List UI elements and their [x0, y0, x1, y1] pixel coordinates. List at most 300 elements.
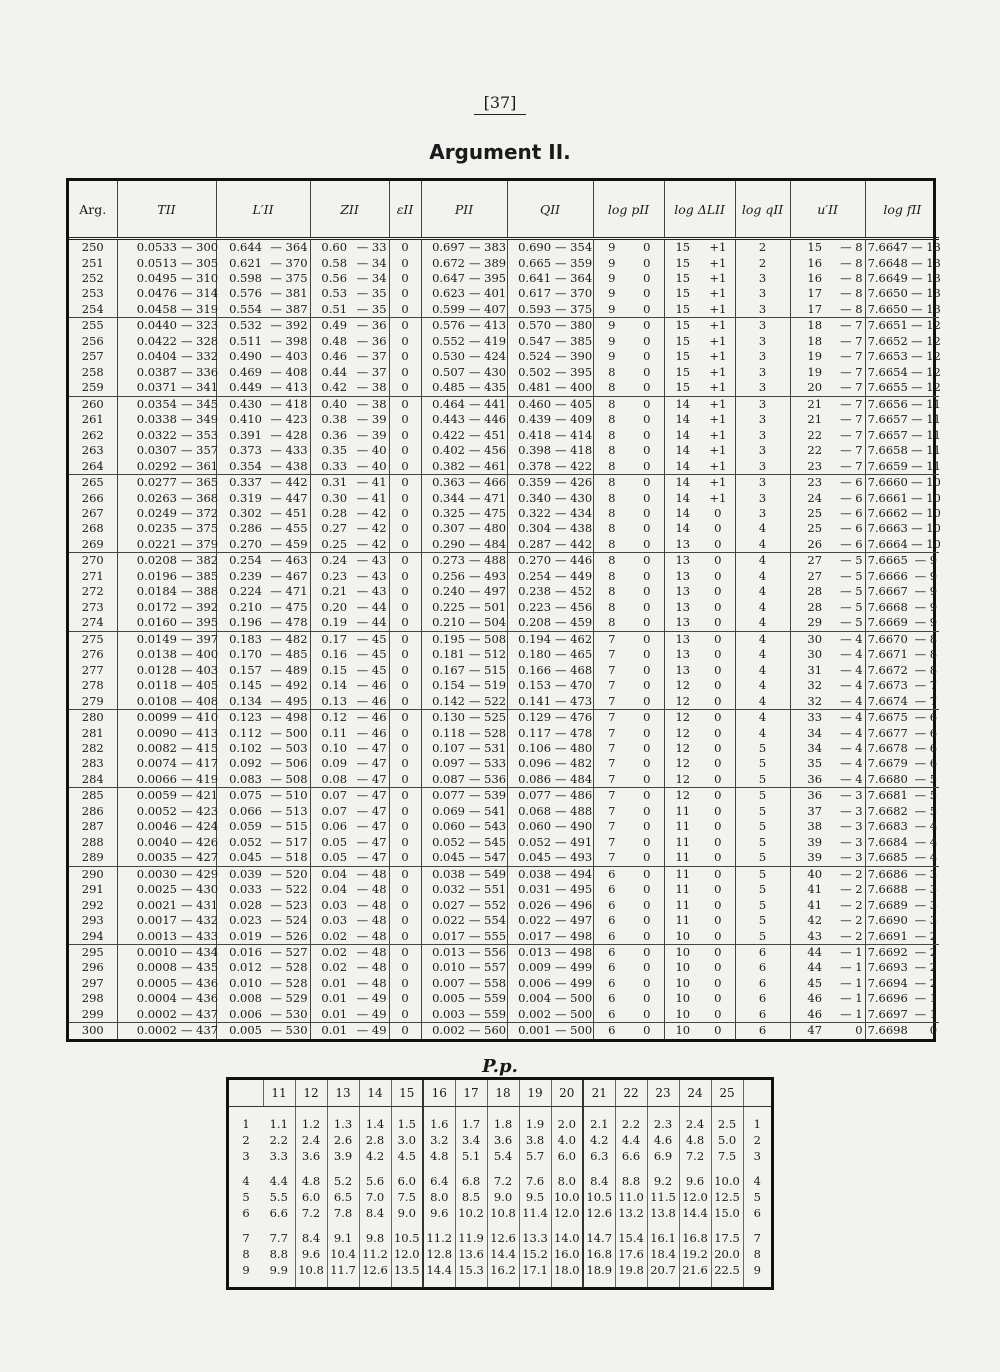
header-log-q: log qII	[735, 181, 790, 239]
table-cell: — 10	[911, 521, 941, 536]
pp-cell: 10.5	[391, 1230, 423, 1246]
table-cell: 7.6665	[867, 553, 908, 568]
table-cell: 34	[807, 740, 823, 755]
table-cell: 0.621	[229, 255, 262, 270]
table-cell: 4	[735, 537, 790, 553]
table-cell: 12	[675, 756, 691, 771]
table-cell: 253	[69, 286, 117, 301]
pp-header-cell: 20	[551, 1080, 583, 1107]
table-cell: 0.006	[216, 1007, 264, 1023]
table-cell: 0.382	[421, 459, 467, 475]
pp-spacer-cell	[551, 1221, 583, 1230]
pp-spacer-cell	[583, 1164, 615, 1173]
table-cell: — 517	[264, 835, 310, 850]
table-cell: 9	[593, 302, 630, 318]
table-cell: 0.039	[229, 866, 262, 881]
table-cell: — 422	[555, 458, 593, 473]
table-cell: 0.554	[216, 302, 264, 318]
table-cell: — 499	[555, 960, 593, 975]
table-cell: 11	[675, 897, 691, 912]
table-cell: +1	[701, 380, 735, 396]
table-cell: 11	[675, 913, 691, 928]
table-cell: — 38	[349, 396, 389, 412]
table-cell: — 5	[914, 803, 938, 818]
table-cell: — 364	[555, 270, 593, 285]
table-cell: 3	[735, 459, 790, 475]
pp-cell: 6.0	[295, 1189, 327, 1205]
table-cell: 0	[389, 380, 421, 396]
table-cell: 256	[69, 334, 117, 349]
table-cell: — 435	[469, 380, 507, 395]
table-cell: 15	[675, 270, 691, 285]
table-cell: — 528	[264, 976, 310, 991]
pp-header-cell: 21	[583, 1080, 615, 1107]
pp-cell: 21.6	[679, 1262, 711, 1278]
table-cell: 283	[69, 756, 117, 771]
table-cell: 14	[675, 505, 691, 520]
table-cell: 7.6694	[867, 975, 908, 990]
table-cell: 0	[630, 882, 664, 897]
table-cell: 0.697	[432, 240, 466, 255]
table-cell: 7	[608, 788, 616, 803]
table-cell: 0.337	[229, 475, 262, 490]
pp-spacer-cell	[455, 1107, 487, 1116]
pp-cell: 13.8	[647, 1205, 679, 1221]
table-cell: — 547	[469, 850, 507, 865]
table-cell: — 7	[824, 443, 865, 458]
table-row	[69, 1023, 939, 1039]
table-row	[69, 271, 939, 286]
table-cell: 0	[630, 1007, 664, 1023]
pp-cell: 13.6	[455, 1246, 487, 1262]
table-cell: 13	[664, 537, 701, 553]
table-cell: — 37	[349, 349, 389, 364]
pp-cell: 10.0	[711, 1173, 743, 1189]
pp-cell: 5.7	[519, 1148, 551, 1164]
pp-spacer-cell	[615, 1278, 647, 1287]
table-cell: 7.6682	[867, 803, 908, 818]
table-cell: 0	[630, 349, 664, 364]
table-cell: 6	[735, 976, 790, 991]
table-cell: 7.6689	[867, 897, 908, 912]
table-cell: — 463	[264, 553, 310, 569]
table-cell: — 476	[555, 710, 593, 725]
table-row	[69, 615, 939, 631]
pp-spacer-cell	[391, 1107, 423, 1116]
table-cell: 0.0059	[136, 788, 177, 803]
table-cell: 0.052	[432, 834, 466, 849]
table-cell: 0.27	[321, 521, 348, 536]
table-cell: 5	[735, 741, 790, 756]
table-cell: 0.490	[229, 349, 262, 364]
pp-cell: 4.8	[423, 1148, 455, 1164]
table-cell: — 414	[555, 427, 593, 442]
table-cell: 5	[735, 929, 790, 945]
table-cell: — 430	[181, 882, 219, 897]
table-cell: 39	[807, 834, 823, 849]
table-cell: — 345	[181, 396, 219, 411]
table-cell: — 523	[264, 898, 310, 913]
pp-header-cell: 14	[359, 1080, 391, 1107]
table-cell: 0.0030	[136, 866, 177, 881]
table-cell: 0.0005	[136, 975, 177, 990]
table-cell: 0.507	[432, 364, 466, 379]
table-cell: — 451	[469, 427, 507, 442]
table-cell: — 380	[555, 318, 593, 333]
table-cell: — 438	[264, 459, 310, 475]
pp-cell: 16.0	[551, 1246, 583, 1262]
table-cell: 0	[701, 506, 735, 521]
table-cell: — 499	[555, 975, 593, 990]
table-cell: 0	[701, 678, 735, 693]
table-cell: 280	[69, 710, 117, 726]
table-cell: — 2	[914, 960, 938, 975]
table-row	[69, 835, 939, 850]
table-cell: 0.141	[507, 694, 553, 710]
table-cell: 0.052	[229, 834, 262, 849]
pp-cell: 6.4	[423, 1173, 455, 1189]
table-cell: 267	[69, 506, 117, 521]
table-cell: 8	[593, 615, 630, 631]
table-cell: — 405	[555, 396, 593, 411]
table-cell: 0.010	[229, 975, 262, 990]
table-cell: — 310	[181, 270, 219, 285]
table-cell: 7.6693	[867, 960, 908, 975]
table-cell: — 408	[264, 365, 310, 380]
table-cell: 297	[69, 976, 117, 991]
table-cell: — 524	[264, 913, 310, 928]
pp-cell: 9.0	[487, 1189, 519, 1205]
pp-cell: 12.0	[391, 1246, 423, 1262]
table-cell: 10	[675, 975, 691, 990]
table-cell: 0	[630, 239, 664, 256]
table-cell: 0	[701, 726, 735, 741]
table-cell: — 494	[555, 866, 593, 881]
table-cell: 0.003	[421, 1007, 467, 1023]
table-cell: 0.017	[421, 929, 467, 945]
table-cell: — 48	[349, 913, 389, 928]
table-cell: — 388	[181, 584, 219, 599]
table-cell: — 10	[911, 505, 941, 520]
table-cell: 7.6650	[867, 286, 908, 301]
table-cell: 0.07	[321, 803, 348, 818]
table-cell: 30	[807, 631, 823, 646]
table-cell: 281	[69, 726, 117, 741]
table-cell: 19	[807, 349, 823, 364]
table-cell: 0	[701, 976, 735, 991]
table-cell: 0.008	[229, 991, 262, 1006]
table-cell: 0.56	[321, 270, 348, 285]
table-cell: 0	[389, 976, 421, 991]
table-cell: — 419	[469, 333, 507, 348]
table-cell: — 365	[181, 475, 219, 490]
table-cell: — 520	[264, 866, 310, 882]
table-cell: 0	[630, 475, 664, 491]
table-cell: — 407	[469, 301, 507, 316]
table-cell: — 539	[469, 788, 507, 803]
table-cell: 0.154	[432, 678, 466, 693]
table-cell: — 482	[264, 631, 310, 647]
pp-cell: 4.8	[295, 1173, 327, 1189]
table-cell: — 449	[555, 568, 593, 583]
table-cell: 0	[389, 913, 421, 928]
table-row	[69, 961, 939, 976]
pp-spacer-cell	[359, 1221, 391, 1230]
table-cell: — 456	[555, 599, 593, 614]
pp-cell: 3.2	[423, 1132, 455, 1148]
table-cell: — 323	[181, 318, 219, 333]
pp-spacer-cell	[743, 1107, 771, 1116]
table-cell: 8	[608, 521, 616, 536]
table-cell: — 13	[911, 301, 941, 316]
table-cell: — 48	[349, 898, 389, 913]
table-cell: — 42	[349, 521, 389, 536]
pp-multiplier: 2	[242, 1132, 250, 1147]
table-row	[69, 600, 939, 615]
table-cell: — 528	[264, 961, 310, 976]
table-cell: 0.13	[310, 694, 349, 710]
table-cell: — 515	[469, 662, 507, 677]
table-cell: 16	[807, 270, 823, 285]
pp-cell: 12.5	[711, 1189, 743, 1205]
pp-spacer-cell	[487, 1221, 519, 1230]
pp-header-cell: 25	[711, 1080, 743, 1107]
pp-title: P.p.	[482, 1056, 518, 1077]
table-cell: 3	[735, 412, 790, 427]
pp-cell: 7.5	[711, 1148, 743, 1164]
table-cell: — 328	[181, 333, 219, 348]
table-cell: 287	[69, 819, 117, 834]
table-row	[69, 459, 939, 475]
table-cell: — 47	[349, 850, 389, 866]
table-cell: 8	[608, 427, 616, 442]
table-cell: 7.6655	[865, 380, 909, 396]
pp-cell: 12.6	[359, 1262, 391, 1278]
table-cell: — 500	[555, 991, 593, 1006]
pp-cell: 6.0	[391, 1173, 423, 1189]
table-cell: — 491	[555, 834, 593, 849]
table-row	[69, 302, 939, 318]
table-cell: — 485	[264, 647, 310, 662]
table-cell: 0	[389, 788, 421, 804]
table-cell: — 8	[824, 256, 865, 271]
table-cell: 0.0002	[117, 1007, 179, 1023]
table-cell: 44	[807, 960, 823, 975]
table-cell: — 558	[469, 975, 507, 990]
table-cell: — 430	[555, 490, 593, 505]
table-cell: — 2	[824, 913, 865, 928]
table-cell: 0.02	[310, 929, 349, 945]
table-cell: 0	[701, 756, 735, 771]
table-cell: 0.10	[321, 740, 348, 755]
table-cell: 0	[630, 710, 664, 726]
table-cell: 0.026	[518, 897, 552, 912]
table-cell: — 518	[264, 850, 310, 866]
pp-cell: 2.0	[551, 1116, 583, 1132]
table-cell: — 8	[824, 286, 865, 301]
table-cell: 7.6648	[867, 255, 908, 270]
pp-cell: 8.5	[455, 1189, 487, 1205]
table-cell: 0.03	[321, 913, 348, 928]
table-cell: 0.195	[432, 631, 466, 646]
table-cell: 0.0108	[117, 694, 179, 710]
table-cell: — 4	[824, 710, 865, 726]
table-cell: — 395	[555, 364, 593, 379]
pp-spacer-cell	[551, 1164, 583, 1173]
table-cell: 0	[630, 537, 664, 553]
table-cell: — 417	[181, 756, 219, 771]
table-cell: — 48	[349, 866, 389, 882]
table-cell: 0.430	[229, 396, 262, 411]
pp-cell: 9.6	[423, 1205, 455, 1221]
table-cell: 0.167	[432, 662, 466, 677]
table-cell: 0.166	[518, 662, 552, 677]
table-cell: — 375	[264, 271, 310, 286]
table-cell: — 8	[824, 239, 865, 256]
table-cell: — 482	[555, 756, 593, 771]
table-cell: 7.6683	[867, 819, 908, 834]
pp-cell: 15.2	[519, 1246, 551, 1262]
table-cell: 4	[735, 553, 790, 569]
table-cell: — 47	[349, 804, 389, 819]
table-cell: — 500	[555, 1006, 593, 1021]
table-cell: — 370	[555, 286, 593, 301]
table-cell: 0	[630, 256, 664, 271]
table-cell: — 508	[469, 631, 507, 646]
table-cell: 3	[735, 271, 790, 286]
pp-cell: 14.4	[487, 1246, 519, 1262]
table-cell: — 413	[469, 318, 507, 333]
table-cell: 7.6685	[865, 850, 909, 866]
table-cell: 0.25	[310, 537, 349, 553]
table-cell: 0	[389, 615, 421, 631]
table-cell: 8	[608, 505, 616, 520]
table-cell: 6	[608, 991, 616, 1006]
table-cell: — 409	[555, 412, 593, 427]
pp-multiplier: 5	[753, 1189, 761, 1204]
table-cell: 0	[389, 631, 421, 647]
table-cell: 33	[807, 710, 823, 725]
table-cell: 299	[69, 1007, 117, 1023]
table-cell: 13	[675, 647, 691, 662]
table-cell: 0.0013	[117, 929, 179, 945]
pp-spacer-cell	[583, 1278, 615, 1287]
table-cell: 46	[790, 1007, 824, 1023]
table-cell: 18	[807, 333, 823, 348]
table-cell: 272	[69, 584, 117, 599]
table-cell: — 512	[469, 647, 507, 662]
table-cell: 15	[675, 333, 691, 348]
table-row	[69, 678, 939, 693]
pp-cell: 6.5	[327, 1189, 359, 1205]
table-cell: 292	[69, 898, 117, 913]
table-cell: 0.363	[432, 475, 466, 490]
table-cell: 0	[389, 647, 421, 662]
table-cell: 0.51	[310, 302, 349, 318]
table-title: Argument II.	[429, 140, 571, 164]
pp-cell: 16.8	[679, 1230, 711, 1246]
table-cell: 0.0118	[136, 678, 177, 693]
table-cell: 5	[735, 898, 790, 913]
pp-spacer-cell	[551, 1107, 583, 1116]
table-cell: 0.593	[507, 302, 553, 318]
table-cell: 0.304	[518, 521, 552, 536]
table-cell: — 5	[824, 553, 865, 569]
table-cell: 0.511	[229, 333, 262, 348]
table-cell: 0	[701, 663, 735, 678]
table-cell: — 452	[555, 584, 593, 599]
pp-cell: 16.8	[583, 1246, 615, 1262]
table-cell: 0.31	[321, 475, 348, 490]
pp-multiplier: 1	[753, 1116, 761, 1131]
table-cell: 0	[701, 788, 735, 804]
table-cell: 0.14	[321, 678, 348, 693]
table-cell: 0	[389, 929, 421, 945]
table-cell: — 492	[264, 678, 310, 693]
table-cell: — 413	[264, 380, 310, 396]
table-cell: — 8	[914, 662, 938, 677]
pp-cell: 8.0	[551, 1173, 583, 1189]
pp-row	[229, 1116, 771, 1132]
table-row	[69, 788, 939, 804]
table-cell: 0	[630, 726, 664, 741]
table-cell: 3	[735, 349, 790, 364]
pp-cell: 1.5	[391, 1116, 423, 1132]
pp-cell: 6.6	[263, 1205, 295, 1221]
table-cell: 0.576	[229, 286, 262, 301]
pp-spacer-cell	[359, 1164, 391, 1173]
table-cell: — 498	[555, 928, 593, 943]
pp-cell: 1.3	[327, 1116, 359, 1132]
table-cell: 277	[69, 663, 117, 678]
pp-cell: 8.8	[263, 1246, 295, 1262]
table-cell: — 486	[555, 788, 593, 803]
table-cell: 3	[735, 428, 790, 443]
table-cell: — 533	[469, 756, 507, 771]
table-cell: 0.045	[216, 850, 264, 866]
table-cell: 0.0277	[136, 475, 177, 490]
pp-spacer-cell	[327, 1164, 359, 1173]
pp-spacer-cell	[327, 1278, 359, 1287]
table-cell: — 372	[181, 505, 219, 520]
table-cell: — 3	[914, 913, 938, 928]
table-cell: 0.010	[432, 960, 466, 975]
table-cell: — 493	[469, 568, 507, 583]
table-cell: 7	[593, 850, 630, 866]
table-cell: 0.01	[321, 1023, 348, 1038]
table-cell: — 38	[349, 380, 389, 396]
table-cell: — 504	[469, 615, 507, 630]
pp-spacer-cell	[743, 1278, 771, 1287]
table-row	[69, 286, 939, 301]
table-cell: — 349	[181, 412, 219, 427]
table-cell: 0.28	[321, 505, 348, 520]
pp-header-cell: 23	[647, 1080, 679, 1107]
table-cell: 0	[630, 365, 664, 380]
pp-cell: 3.9	[327, 1148, 359, 1164]
pp-spacer-cell	[229, 1164, 263, 1173]
table-cell: — 395	[469, 270, 507, 285]
table-cell: — 3	[914, 866, 938, 881]
table-cell: 0.225	[432, 599, 466, 614]
table-cell: 0.0354	[136, 396, 177, 411]
table-cell: — 560	[469, 1023, 507, 1038]
table-cell: 5	[735, 882, 790, 897]
pp-spacer-cell	[487, 1278, 519, 1287]
table-cell: — 368	[181, 490, 219, 505]
table-cell: — 462	[555, 631, 593, 646]
table-cell: 0.410	[229, 412, 262, 427]
